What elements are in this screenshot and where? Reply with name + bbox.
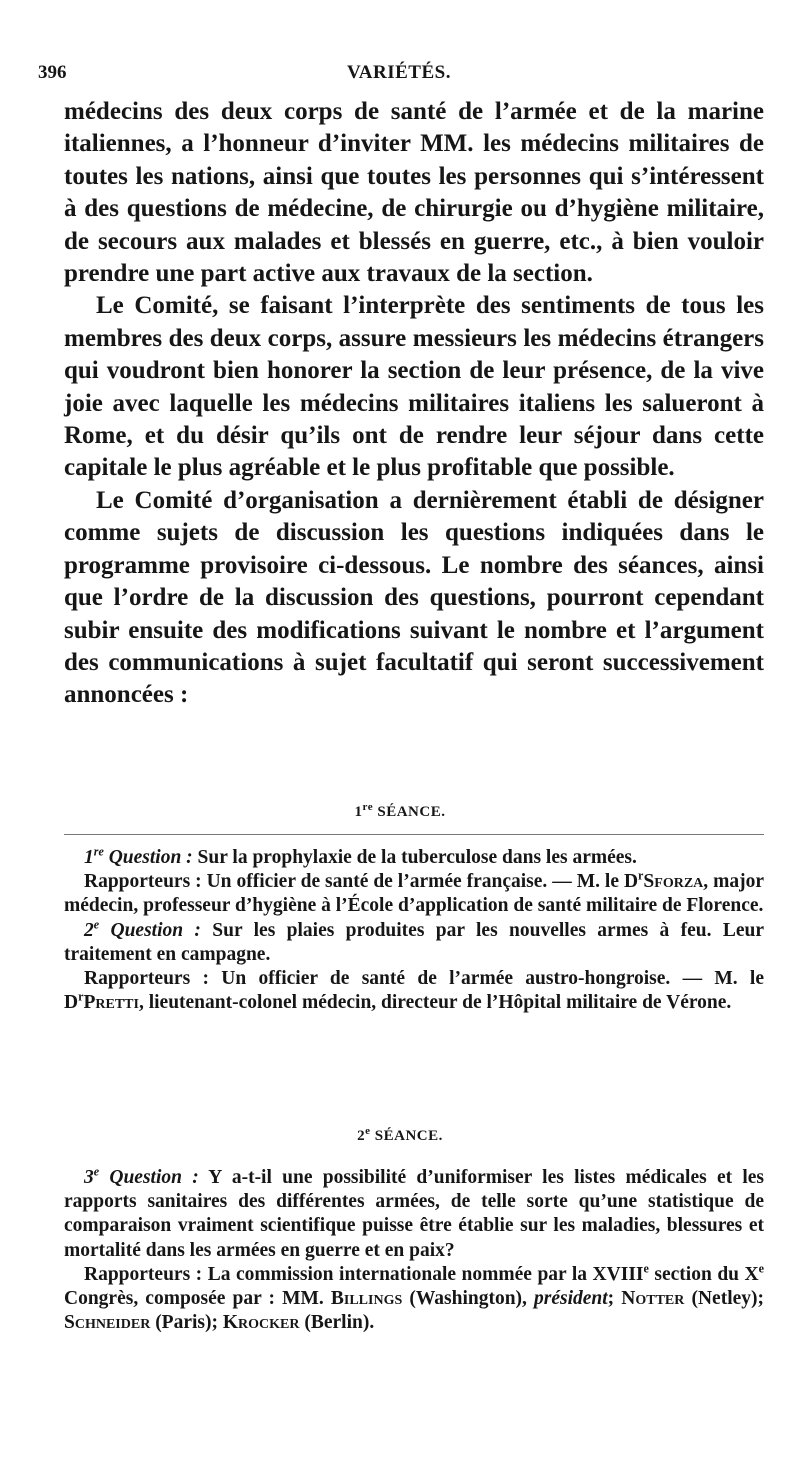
paragraph-3: Le Comité d’organisation a dernièrement établi de désigner comme sujets de discussion les questions indiquées dans le programme provisoire ci-dessous. Le nombre des séances, ainsi que l’ordre de la discussion des questions, pourront cependant subir ensuite des modifications suivant le nombre et l’argument des communications à sujet facultatif qui seront successivement annoncées : — [64, 486, 764, 709]
question-2: 2e Question : Sur les plaies produites par les nouvelles armes à feu. Leur traitement en campagne. — [64, 917, 765, 965]
question-1: 1re Question : Sur la prophylaxie de la tuberculose dans les armées. — [84, 844, 637, 868]
question-3: 3e Question : Y a-t-il une possibilité d’uniformiser les listes médicales et les rapports sanitaires des différentes armées, de telle sorte qu’une statistique de comparaison vraiment scientifique puisse être établie sur les maladies, blessures et mortalité dans les armées en guerre et en paix? — [64, 1164, 764, 1261]
running-title: VARIÉTÉS. — [347, 62, 451, 83]
question-1-rapporteurs: Rapporteurs : Un officier de santé de l’armée française. — M. le $D^rSforza$, major médecin, professeur d’hygiène à l’École d’application de santé militaire de Florence. — [64, 868, 765, 917]
paragraph-1: médecins des deux corps de santé de l’armée et de la marine italiennes, a l’honneur d’inviter MM. les médecins militaires de toutes les nations, ainsi que toutes les personnes qui s’intéressent à des questions de médecine, de chirurgie ou d’hygiène militaire, de secours aux malades et blessés en guerre, etc., à bien vouloir prendre une part active aux travaux de la section. — [64, 98, 764, 288]
body-text — [64, 96, 764, 712]
seance-2-heading: 2e SÉANCE. — [357, 1125, 443, 1144]
seance-1-heading: 1re SÉANCE. — [354, 801, 446, 820]
question-3-rapporteurs: Rapporteurs : La commission internationale nommée par la XVIIIe section du Xe Congrès, composée par : MM. Billings (Washington), président; Notter (Netley); Schneider (Paris); Krocker (Berlin). — [64, 1261, 764, 1334]
section-rule — [64, 834, 764, 835]
seance-1-questions — [64, 846, 764, 1015]
seance-2-questions — [64, 1166, 764, 1335]
page-number: 396 — [38, 62, 67, 83]
page-header — [38, 62, 760, 92]
paragraph-2: Le Comité, se faisant l’interprète des sentiments de tous les membres des deux corps, assure messieurs les médecins étrangers qui voudront bien honorer la section de leur présence, de la vive joie avec laquelle les médecins militaires italiens les salueront à Rome, et du désir qu’ils ont de rendre leur séjour dans cette capitale le plus agréable et le plus profitable que possible. — [64, 292, 764, 482]
question-2-rapporteurs: Rapporteurs : Un officier de santé de l’armée austro-hongroise. — M. le $D^rPretti$, lieutenant-colonel médecin, directeur de l’Hôpital militaire de Vérone. — [64, 968, 765, 1014]
